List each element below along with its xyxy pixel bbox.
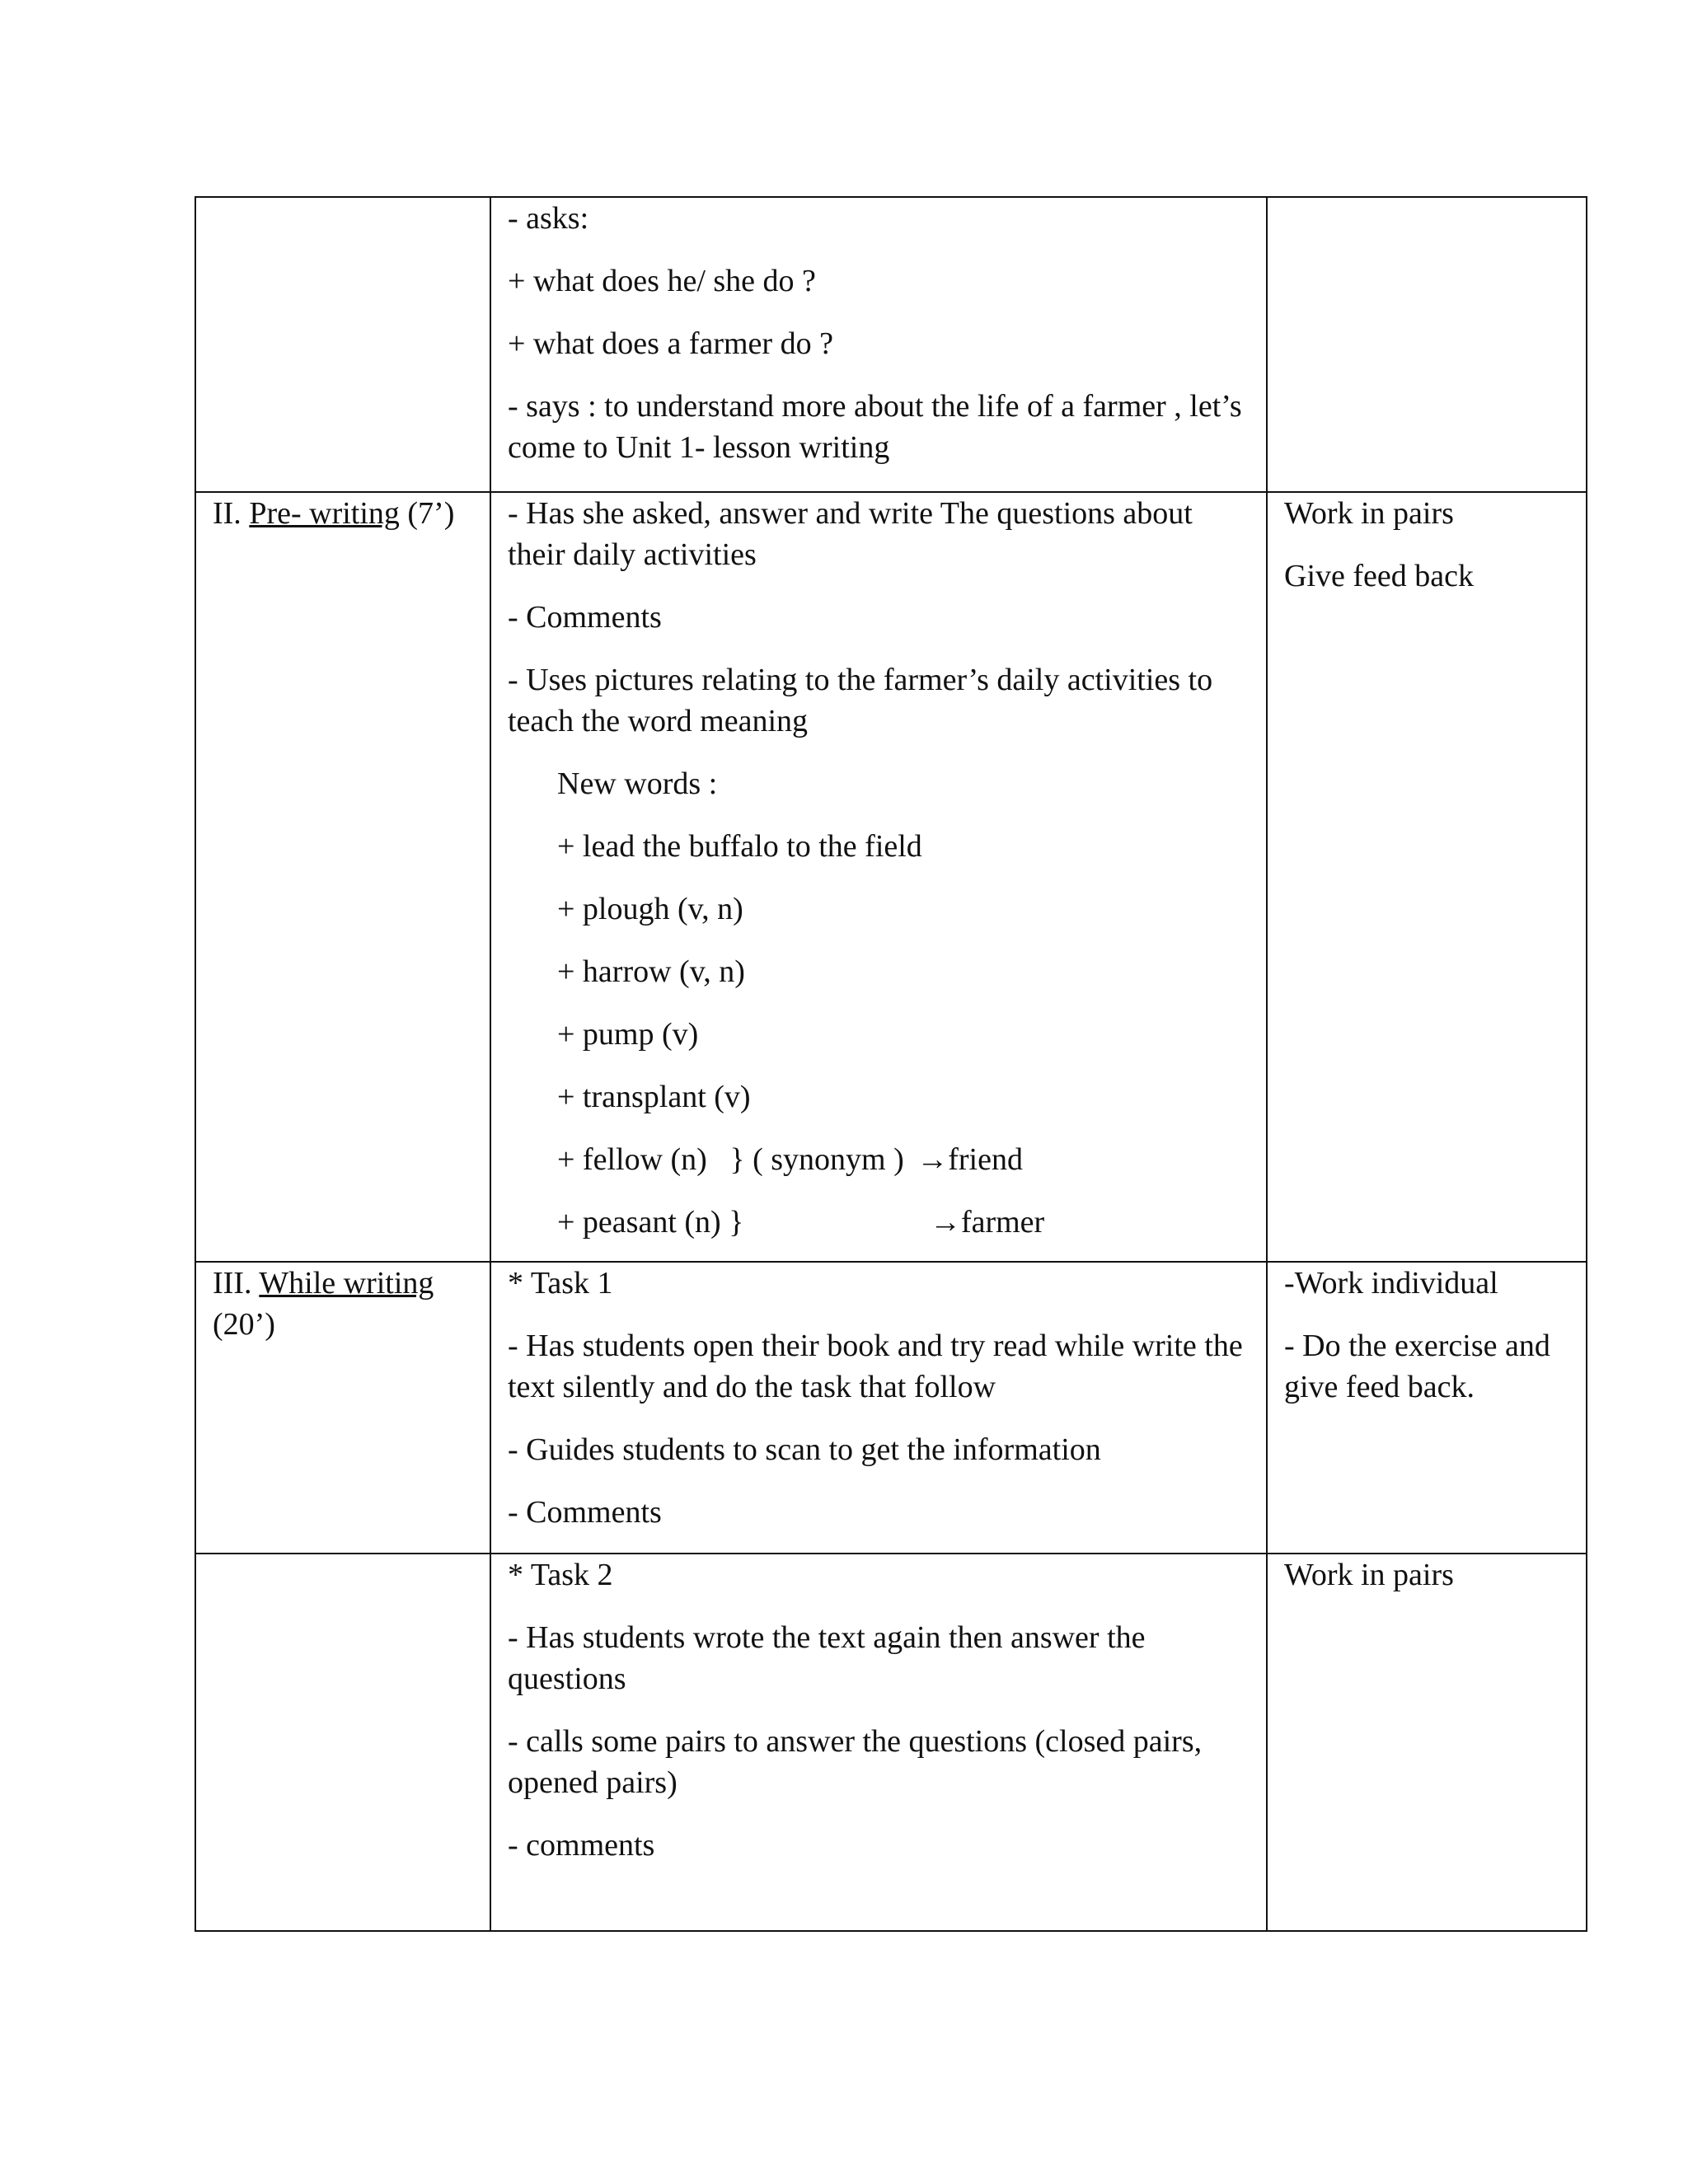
text-line: + what does a farmer do ? (508, 326, 833, 361)
synonym-right: farmer (960, 1205, 1045, 1240)
synonym-line (508, 1202, 1250, 1243)
synonym-line (508, 1139, 1250, 1180)
stage-cell (195, 1554, 490, 1931)
new-word-item: + pump (v) (557, 1017, 699, 1052)
new-word-item: + lead the buffalo to the field (557, 829, 922, 864)
synonym-left: + peasant (n) } (557, 1205, 744, 1240)
text-line: -Work individual (1284, 1266, 1498, 1301)
text-line: - Comments (508, 1495, 662, 1530)
stage-name: Pre- writing (249, 496, 400, 531)
text-line: * Task 1 (508, 1266, 613, 1301)
text-line: - Uses pictures relating to the farmer’s daily activities to teach the word meaning (508, 663, 1213, 738)
text-line: - Has she asked, answer and write The questions about their daily activities (508, 496, 1193, 572)
students-activities-cell (1267, 1262, 1587, 1554)
text-line: - Has students open their book and try read while write the text silently and do the task that follow (508, 1329, 1243, 1404)
text-line: * Task 2 (508, 1558, 613, 1592)
text-line: - Comments (508, 600, 662, 635)
stage-cell (195, 492, 490, 1262)
text-line: + what does he/ she do ? (508, 264, 816, 298)
teacher-activities-cell (490, 492, 1267, 1262)
text-line: - calls some pairs to answer the questions (closed pairs, opened pairs) (508, 1724, 1203, 1800)
text-line: - Guides students to scan to get the information (508, 1432, 1101, 1467)
teacher-activities-cell (490, 197, 1267, 492)
text-line: Work in pairs (1284, 496, 1454, 531)
teacher-activities-cell (490, 1554, 1267, 1931)
stage-name: While writing (259, 1266, 434, 1301)
text-line: Give feed back (1284, 559, 1474, 593)
stage-cell (195, 1262, 490, 1554)
new-words-title: New words : (557, 766, 718, 801)
new-word-item: + harrow (v, n) (557, 954, 745, 989)
synonym-left: + fellow (n) (557, 1142, 707, 1177)
students-activities-cell (1267, 492, 1587, 1262)
table-row (195, 1554, 1587, 1931)
stage-prefix: II. (213, 496, 250, 531)
text-line: - comments (508, 1828, 655, 1863)
text-line: - Has students wrote the text again then answer the questions (508, 1620, 1146, 1696)
right-arrow-icon: → (917, 1142, 949, 1177)
right-arrow-icon: → (929, 1205, 961, 1240)
new-word-item: + transplant (v) (557, 1080, 751, 1114)
table-row (195, 492, 1587, 1262)
text-line: - asks: (508, 201, 589, 236)
students-activities-cell (1267, 197, 1587, 492)
teacher-activities-cell (490, 1262, 1267, 1554)
table-row (195, 1262, 1587, 1554)
students-activities-cell (1267, 1554, 1587, 1931)
synonym-brace: } ( synonym ) (729, 1142, 904, 1177)
stage-prefix: III. (213, 1266, 260, 1301)
stage-time: (7’) (399, 496, 455, 531)
stage-cell (195, 197, 490, 492)
text-line: Work in pairs (1284, 1558, 1454, 1592)
text-line: - Do the exercise and give feed back. (1284, 1329, 1550, 1404)
stage-time: (20’) (213, 1307, 275, 1342)
lesson-plan-table (195, 196, 1587, 1932)
synonym-right: friend (948, 1142, 1023, 1177)
new-word-item: + plough (v, n) (557, 892, 743, 926)
text-line: - says : to understand more about the life of a farmer , let’s come to Unit 1- lesson writing (508, 389, 1242, 465)
table-row (195, 197, 1587, 492)
